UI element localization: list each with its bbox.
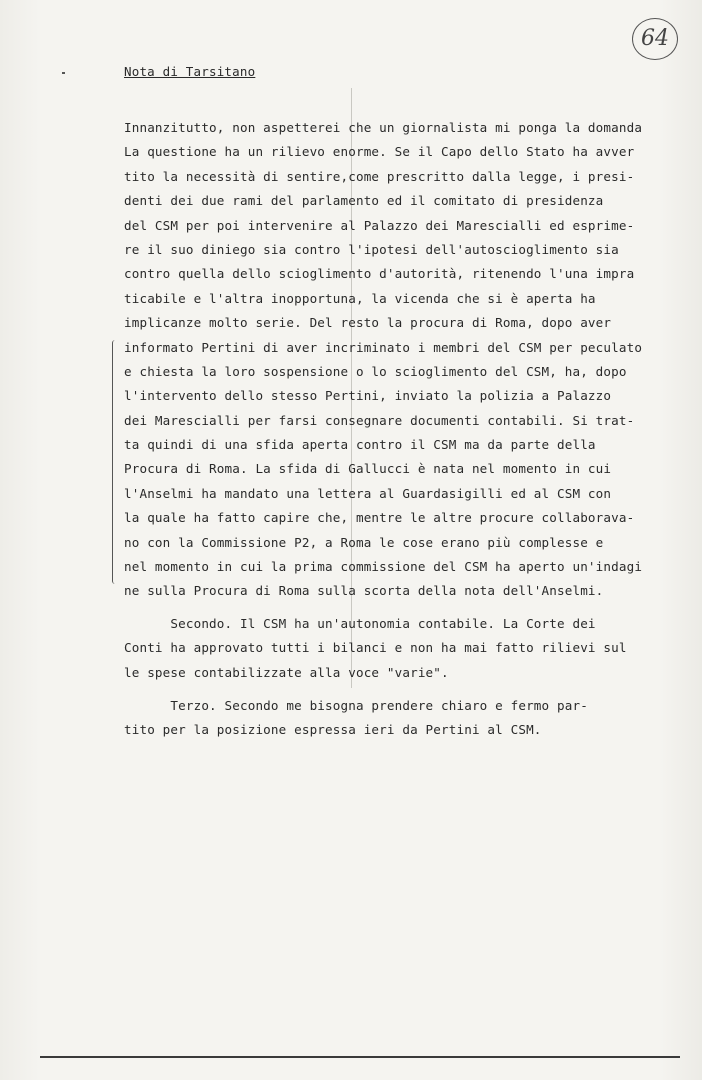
margin-dot: [62, 72, 65, 74]
page-number-stamp: 64: [632, 18, 678, 60]
text-line: le spese contabilizzate alla voce "varie".: [124, 664, 449, 680]
text-line: tito per la posizione espressa ieri da Pertini al CSM.: [124, 722, 542, 738]
text-line: ta quindi di una sfida aperta contro il CSM ma da parte della: [124, 437, 596, 453]
text-line: La questione ha un rilievo enorme. Se il Capo dello Stato ha avver: [124, 144, 635, 160]
text-line: l'Anselmi ha mandato una lettera al Guardasigilli ed al CSM con: [124, 485, 612, 501]
text-line: e chiesta la loro sospensione o lo scioglimento del CSM, ha, dopo: [124, 363, 627, 379]
paragraph-2: [124, 612, 694, 685]
text-line: implicanze molto serie. Del resto la procura di Roma, dopo aver: [124, 315, 612, 331]
text-line: Secondo. Il CSM ha un'autonomia contabile. La Corte dei: [124, 616, 596, 631]
text-line: Conti ha approvato tutti i bilanci e non ha mai fatto rilievi sul: [124, 640, 627, 656]
text-line: re il suo diniego sia contro l'ipotesi dell'autoscioglimento sia: [124, 241, 619, 257]
text-line: nel momento in cui la prima commissione del CSM ha aperto un'indagi: [124, 559, 643, 575]
text-line: denti dei due rami del parlamento ed il comitato di presidenza: [124, 193, 604, 209]
text-line: la quale ha fatto capire che, mentre le altre procure collaborava-: [124, 510, 635, 526]
text-line: del CSM per poi intervenire al Palazzo dei Marescialli ed esprime-: [124, 217, 635, 233]
text-line: l'intervento dello stesso Pertini, inviato la polizia a Palazzo: [124, 388, 612, 404]
document-title: Nota di Tarsitano: [124, 64, 256, 79]
text-line: Terzo. Secondo me bisogna prendere chiaro e fermo par-: [124, 698, 588, 713]
text-line: ne sulla Procura di Roma sulla scorta della nota dell'Anselmi.: [124, 583, 604, 599]
handwritten-margin-bracket: [112, 340, 119, 584]
text-line: dei Marescialli per farsi consegnare documenti contabili. Si trat-: [124, 412, 635, 428]
text-line: no con la Commissione P2, a Roma le cose erano più complesse e: [124, 534, 604, 550]
bottom-rule: [40, 1056, 680, 1058]
text-line: contro quella dello scioglimento d'autorità, ritenendo l'una impra: [124, 266, 635, 282]
text-line: informato Pertini di aver incriminato i membri del CSM per peculato: [124, 339, 643, 355]
paragraph-1: [124, 116, 694, 604]
text-line: Innanzitutto, non aspetterei che un giornalista mi ponga la domanda: [124, 120, 643, 135]
text-line: ticabile e l'altra inopportuna, la vicenda che si è aperta ha: [124, 290, 596, 306]
text-line: tito la necessità di sentire,come prescritto dalla legge, i presi-: [124, 168, 635, 184]
paragraph-3: [124, 694, 694, 743]
text-line: Procura di Roma. La sfida di Gallucci è nata nel momento in cui: [124, 461, 612, 477]
